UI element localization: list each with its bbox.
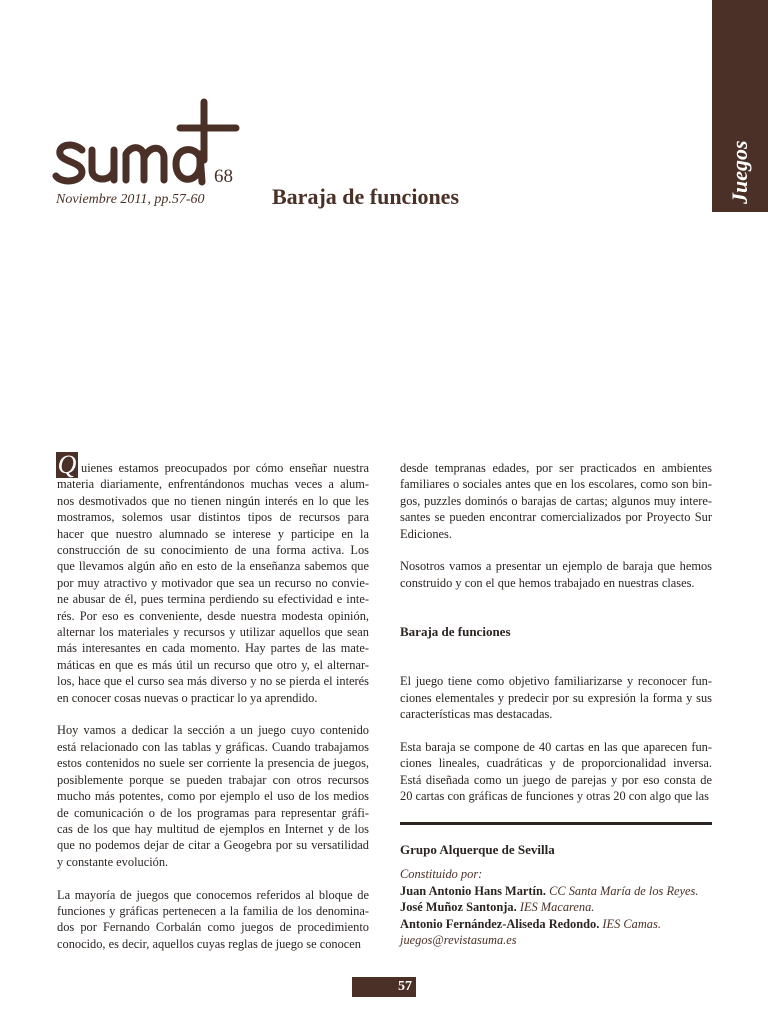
paragraph-presentation (400, 558, 712, 591)
text-line: Hoy vamos a dedicar la sección a un juego cuyo contenido (57, 723, 369, 738)
text-line: características mas destacadas. (400, 707, 553, 722)
text-line: nos desmotivados que no tienen ningún interés en lo que les (57, 493, 369, 508)
paragraph-gap (57, 706, 369, 722)
text-line: posiblemente porque se pueden trabajar con otros recursos (57, 772, 369, 787)
author-name: Juan Antonio Hans Martín. (400, 883, 546, 898)
text-line: rés. Por eso es conveniente, desde nuestra modesta opinión, (57, 608, 369, 623)
author-group: Grupo Alquerque de Sevilla (400, 842, 555, 857)
text-line: de comunicación o de los programas para representar gráfi- (57, 805, 369, 820)
left-column (57, 460, 369, 952)
constituted-by: Constituido por: (400, 867, 483, 882)
text-line: Está diseñada como un juego de parejas y por eso consta de (400, 772, 712, 787)
paragraph-deck-description (400, 739, 712, 805)
text-line: ciones lineales, cuadráticas y de proporcionalidad inversa. (400, 756, 712, 771)
text-line: por muy atractivo y motivador que sea un recurso no convie- (57, 575, 369, 590)
right-column (400, 460, 712, 804)
text-line: conocido, es decir, aquellos cuyas reglas de juego se conocen (57, 936, 361, 951)
text-line: mucho más potentes, como por ejemplo el uso de los medios (57, 789, 369, 804)
text-line: construido y con el que hemos trabajado en nuestras clases. (400, 575, 695, 590)
text-line: El juego tiene como objetivo familiarizarse y reconocer fun- (400, 674, 712, 689)
text-line: en conocer cosas nuevas o practicar lo ya aprendido. (57, 690, 318, 705)
text-line: hacer que nuestro alumnado se interese y participe en la (57, 526, 369, 541)
text-line: Esta baraja se compone de 40 cartas en las que aparecen fun- (400, 739, 712, 754)
text-line: La mayoría de juegos que conocemos referidos al bloque de (57, 887, 369, 902)
text-line: mostramos, solemos usar distintos tipos de recursos para (57, 510, 369, 525)
text-line: gos, puzzles dominós o barajas de cartas; algunos muy intere- (400, 493, 712, 508)
author-name: José Muñoz Santonja. (400, 900, 517, 915)
text-line: cas de los que hay multitud de ejemplos en Internet y de los (57, 821, 369, 836)
text-line: materia diariamente, enfrentándonos muchas veces a alum- (57, 477, 369, 492)
author-member (400, 899, 720, 915)
text-line: que no podemos dejar de citar a Geogebra por su versatilidad (57, 838, 369, 853)
text-line: construcción de su conocimiento de una forma activa. Los (57, 543, 369, 558)
section-tab-label: Juegos (727, 140, 752, 204)
text-line: los, hace que el curso sea más diverso y no se pierda el interés (57, 674, 369, 689)
article-title: Baraja de funciones (272, 184, 459, 209)
text-line: ne abusar de él, pues termina perdiendo su efectividad e inte- (57, 592, 369, 607)
text-line: uienes estamos preocupados por cómo enseñar nuestra (81, 461, 369, 475)
text-line: funciones y gráficas pertenecen a la familia de los denomina- (57, 903, 369, 918)
text-line: Nosotros vamos a presentar un ejemplo de baraja que hemos (400, 559, 712, 574)
author-member (400, 883, 720, 899)
page-number: 57 (352, 977, 416, 997)
author-divider (400, 822, 712, 825)
text-line: familiares o sociales antes que en los escolares, como son bin- (400, 477, 712, 492)
text-line: alternar los materiales y recursos y utilizar aquellos que sean (57, 625, 369, 640)
paragraph-objective (400, 673, 712, 722)
contact-email: juegos@revistasuma.es (400, 933, 517, 948)
text-line: máticas en que es más útil un recurso que otro y, el alternar- (57, 657, 369, 672)
author-institution: IES Macarena. (519, 900, 595, 915)
paragraph-gap (57, 870, 369, 886)
text-line: dos por Fernando Corbalán como juegos de procedimiento (57, 920, 369, 935)
text-line: está relacionado con las tablas y gráficas. Cuando trabajamos (57, 739, 369, 754)
author-member (400, 916, 720, 932)
issue-number: 68 (214, 166, 233, 187)
authors-box (400, 842, 720, 948)
text-line: santes se pueden encontrar comercializados por Proyecto Sur (400, 510, 712, 525)
text-line: que llevamos algún año en esto de la enseñanza sabemos que (57, 559, 369, 574)
text-line: y constante evolución. (57, 854, 169, 869)
author-name: Antonio Fernández-Aliseda Redondo. (400, 916, 600, 931)
section-heading: Baraja de funciones (400, 624, 511, 640)
author-institution: IES Camas. (602, 916, 661, 931)
section-tab (712, 0, 768, 212)
author-members (400, 883, 720, 932)
drop-cap: Q (57, 450, 77, 479)
paragraph-intro-continued (400, 460, 712, 542)
text-line: estos contenidos no suele ser corriente la presencia de juegos, (57, 756, 369, 771)
issue-date: Noviembre 2011, pp.57-60 (56, 192, 205, 207)
text-line: Ediciones. (400, 526, 452, 541)
text-line: desde tempranas edades, por ser practicados en ambientes (400, 461, 712, 475)
text-line: ciones elementales y predecir por su expresión la forma y sus (400, 690, 712, 705)
author-institution: CC Santa María de los Reyes. (549, 883, 699, 898)
text-line: 20 cartas con gráficas de funciones y otras 20 con algo que las (400, 789, 709, 804)
text-line: más interesantes en cada momento. Hay partes de las mate- (57, 641, 369, 656)
